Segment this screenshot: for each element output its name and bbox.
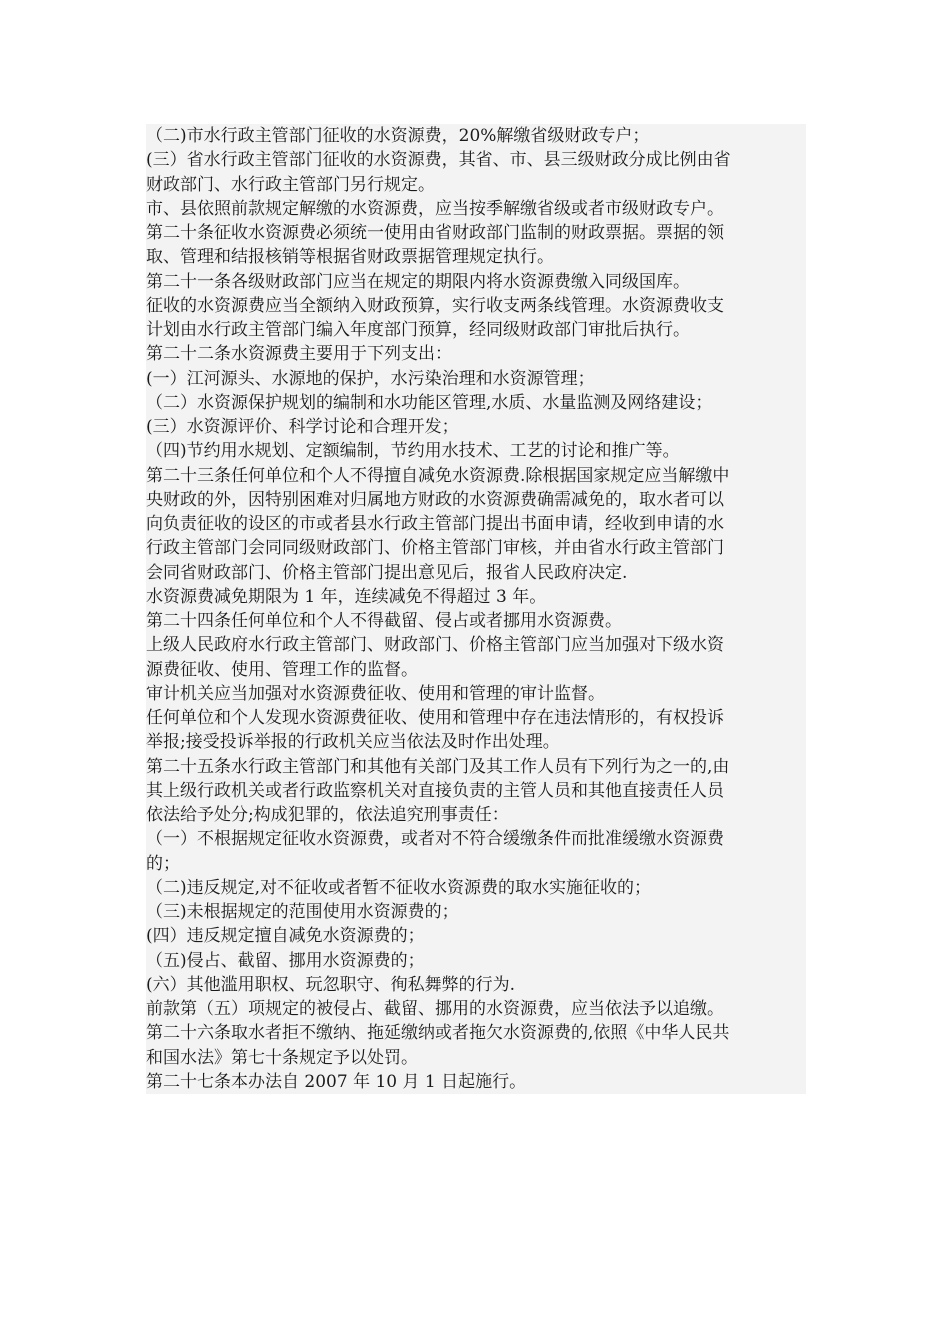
text-line: (四）违反规定擅自减免水资源费的； (146, 926, 425, 947)
text-line: (三）省水行政主管部门征收的水资源费，其省、市、县三级财政分成比例由省 (146, 150, 731, 171)
text-line: 计划由水行政主管部门编入年度部门预算，经同级财政部门审批后执行。 (146, 320, 690, 340)
text-line: （一）不根据规定征收水资源费，或者对不符合缓缴条件而批准缓缴水资源费 (146, 829, 724, 850)
text-line: （二)违反规定,对不征收或者暂不征收水资源费的取水实施征收的； (146, 877, 652, 898)
text-line: (一）江河源头、水源地的保护，水污染治理和水资源管理； (146, 368, 595, 389)
text-line: 和国水法》第七十条规定予以处罚。 (146, 1047, 418, 1068)
text-line: 会同省财政部门、价格主管部门提出意见后，报省人民政府决定. (146, 562, 628, 583)
text-line: 第二十六条取水者拒不缴纳、拖延缴纳或者拖欠水资源费的,依照《中华人民共 (146, 1023, 730, 1044)
text-line: 向负责征收的设区的市或者县水行政主管部门提出书面申请，经收到申请的水 (146, 514, 724, 534)
text-line: 征收的水资源费应当全额纳入财政预算，实行收支两条线管理。水资源费收支 (146, 295, 724, 316)
text-line: 第二十条征收水资源费必须统一使用由省财政部门监制的财政票据。票据的领 (146, 223, 724, 243)
text-line: 第二十五条水行政主管部门和其他有关部门及其工作人员有下列行为之一的,由 (146, 756, 730, 777)
text-line: （二)市水行政主管部门征收的水资源费，20%解缴省级财政专户； (146, 126, 650, 146)
text-line: 其上级行政机关或者行政监察机关对直接负责的主管人员和其他直接责任人员 (146, 780, 724, 801)
text-line: 取、管理和结报核销等根据省财政票据管理规定执行。 (146, 247, 554, 268)
text-line: 行政主管部门会同同级财政部门、价格主管部门审核，并由省水行政主管部门 (146, 538, 724, 559)
text-line: 上级人民政府水行政主管部门、财政部门、价格主管部门应当加强对下级水资 (146, 635, 724, 656)
text-line: 市、县依照前款规定解缴的水资源费，应当按季解缴省级或者市级财政专户。 (146, 198, 724, 219)
text-line: （五)侵占、截留、挪用水资源费的； (146, 950, 425, 971)
document-body (146, 124, 806, 1094)
text-line: 第二十三条任何单位和个人不得擅自减免水资源费.除根据国家规定应当解缴中 (146, 465, 730, 486)
text-line: (三）水资源评价、科学讨论和合理开发； (146, 417, 459, 437)
text-line: (六）其他滥用职权、玩忽职守、徇私舞弊的行为. (146, 974, 516, 995)
text-line: 审计机关应当加强对水资源费征收、使用和管理的审计监督。 (146, 683, 605, 704)
text-line: 任何单位和个人发现水资源费征收、使用和管理中存在违法情形的，有权投诉 (146, 708, 724, 728)
text-line: （四)节约用水规划、定额编制，节约用水技术、工艺的讨论和推广等。 (146, 441, 680, 462)
text-line: 依法给予处分;构成犯罪的，依法追究刑事责任： (146, 805, 509, 825)
text-line: 第二十二条水资源费主要用于下列支出： (146, 344, 452, 365)
text-line: 财政部门、水行政主管部门另行规定。 (146, 174, 435, 195)
text-line: 第二十一条各级财政部门应当在规定的期限内将水资源费缴入同级国库。 (146, 271, 690, 292)
text-line: （二）水资源保护规划的编制和水功能区管理,水质、水量监测及网络建设； (146, 392, 713, 413)
text-line: 举报;接受投诉举报的行政机关应当依法及时作出处理。 (146, 732, 560, 753)
text-line: 源费征收、使用、管理工作的监督。 (146, 659, 418, 680)
text-line: 第二十四条任何单位和个人不得截留、侵占或者挪用水资源费。 (146, 611, 622, 631)
text-line: 前款第（五）项规定的被侵占、截留、挪用的水资源费，应当依法予以追缴。 (146, 999, 724, 1019)
text-line: （三)未根据规定的范围使用水资源费的； (146, 902, 459, 922)
text-line: 水资源费减免期限为 1 年，连续减免不得超过 3 年。 (146, 586, 547, 607)
text-line: 第二十七条本办法自 2007 年 10 月 1 日起施行。 (146, 1071, 527, 1092)
text-line: 央财政的外，因特别困难对归属地方财政的水资源费确需减免的，取水者可以 (146, 489, 724, 510)
text-line: 的； (146, 853, 180, 874)
